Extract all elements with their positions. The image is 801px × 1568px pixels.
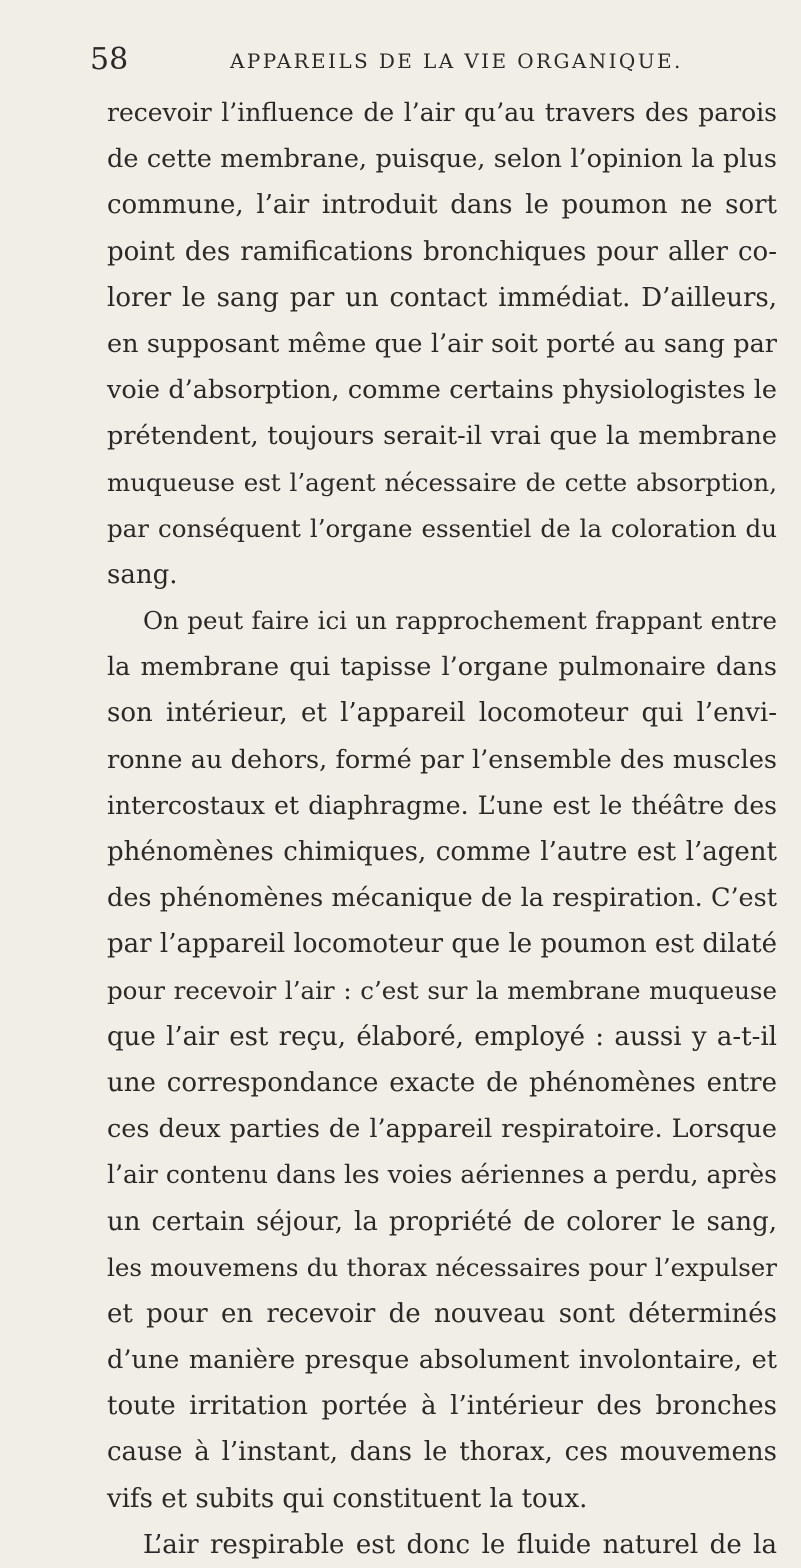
running-head: [90, 42, 710, 82]
text-line: cause à l’instant, dans le thorax, ces mouvemens: [107, 1437, 777, 1468]
text-line: voie d’absorption, comme certains physiologistes le: [107, 375, 777, 406]
text-line-paragraph-end: sang.: [107, 559, 178, 590]
text-line: de cette membrane, puisque, selon l’opinion la plus: [107, 144, 777, 175]
text-line: point des ramifications bronchiques pour aller co-: [107, 236, 777, 267]
text-line: intercostaux et diaphragme. L’une est le théâtre des: [107, 790, 777, 820]
page-number: 58: [90, 42, 129, 77]
text-line: son intérieur, et l’appareil locomoteur qui l’envi-: [107, 698, 777, 729]
text-line: ces deux parties de l’appareil respiratoire. Lorsque: [107, 1114, 777, 1145]
text-line: un certain séjour, la propriété de colorer le sang,: [107, 1206, 777, 1237]
text-line: recevoir l’influence de l’air qu’au travers des parois: [107, 98, 777, 127]
text-line: par l’appareil locomoteur que le poumon est dilaté: [107, 929, 777, 960]
text-line: la membrane qui tapisse l’organe pulmonaire dans: [107, 652, 777, 683]
text-line-paragraph-start: L’air respirable est donc le fluide naturel de la: [143, 1529, 777, 1560]
text-line-paragraph-start: On peut faire ici un rapprochement frappant entre: [143, 606, 777, 636]
text-line-paragraph-end: vifs et subits qui constituent la toux.: [107, 1483, 588, 1514]
text-line: prétendent, toujours serait-il vrai que la membrane: [107, 421, 777, 452]
text-line: par conséquent l’organe essentiel de la coloration du: [107, 513, 777, 543]
text-line: que l’air est reçu, élaboré, employé : aussi y a-t-il: [107, 1021, 777, 1052]
text-line: en supposant même que l’air soit porté au sang par: [107, 328, 777, 359]
text-line: une correspondance exacte de phénomènes entre: [107, 1067, 777, 1098]
text-line: pour recevoir l’air : c’est sur la membrane muqueuse: [107, 975, 777, 1005]
text-line: l’air contenu dans les voies aériennes a perdu, après: [107, 1160, 777, 1190]
text-line: les mouvemens du thorax nécessaires pour l’expulser: [107, 1252, 777, 1282]
text-line: phénomènes chimiques, comme l’autre est l’agent: [107, 837, 777, 867]
text-line: ronne au dehors, formé par l’ensemble des muscles: [107, 744, 777, 775]
text-line: d’une manière presque absolument involontaire, et: [107, 1345, 777, 1376]
text-line: lorer le sang par un contact immédiat. D’ailleurs,: [107, 282, 777, 313]
running-title: APPAREILS DE LA VIE ORGANIQUE.: [230, 49, 683, 73]
text-line: et pour en recevoir de nouveau sont déterminés: [107, 1298, 777, 1329]
text-line: toute irritation portée à l’intérieur des bronches: [107, 1391, 777, 1422]
body-text: [107, 90, 777, 1568]
text-line: muqueuse est l’agent nécessaire de cette absorption,: [107, 467, 777, 497]
text-line: commune, l’air introduit dans le poumon ne sort: [107, 190, 777, 221]
text-line: des phénomènes mécanique de la respiration. C’est: [107, 883, 777, 914]
